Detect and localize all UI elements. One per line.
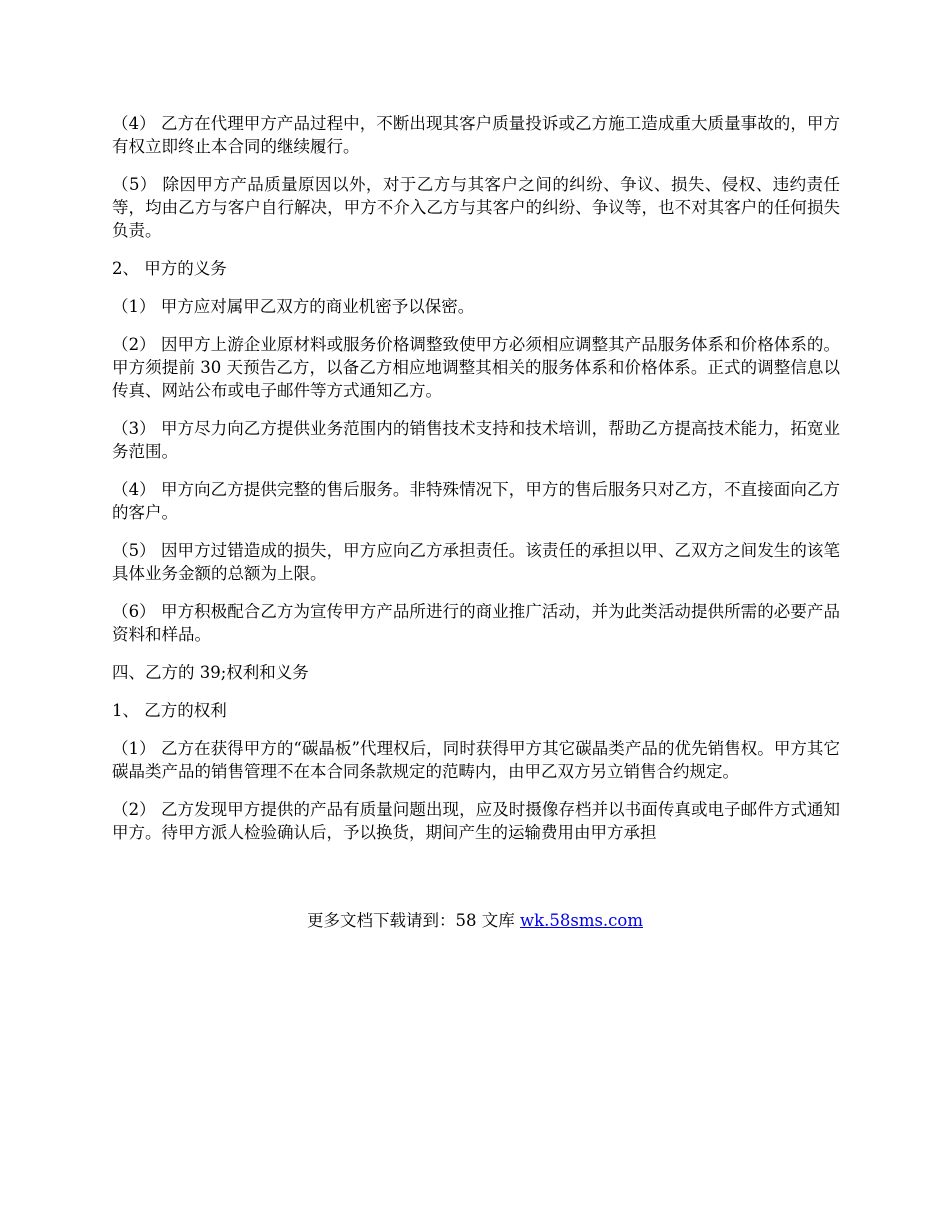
paragraph: （5） 除因甲方产品质量原因以外，对于乙方与其客户之间的纠纷、争议、损失、侵权、违约责任等，均由乙方与客户自行解决，甲方不介入乙方与其客户的纠纷、争议等，也不对其客户的任何损失负责。 xyxy=(112,175,840,240)
paragraph: （3） 甲方尽力向乙方提供业务范围内的销售技术支持和技术培训，帮助乙方提高技术能力，拓宽业务范围。 xyxy=(112,419,840,461)
footer-link[interactable]: wk.58sms.com xyxy=(519,911,643,930)
section-heading: 2、 甲方的义务 xyxy=(112,259,227,278)
paragraph: （2） 因甲方上游企业原材料或服务价格调整致使甲方必须相应调整其产品服务体系和价格体系的。甲方须提前 30 天预告乙方，以备乙方相应地调整其相关的服务体系和价格体系。正式的调整信息以传真、网站公布或电子邮件等方式通知乙方。 xyxy=(112,335,840,400)
footer xyxy=(0,909,950,932)
section-heading: 四、乙方的 39;权利和义务 xyxy=(112,663,309,682)
paragraph: （2） 乙方发现甲方提供的产品有质量问题出现，应及时摄像存档并以书面传真或电子邮件方式通知甲方。待甲方派人检验确认后，予以换货，期间产生的运输费用由甲方承担 xyxy=(112,800,840,842)
section-heading: 1、 乙方的权利 xyxy=(112,701,227,720)
paragraph: （5） 因甲方过错造成的损失，甲方应向乙方承担责任。该责任的承担以甲、乙双方之间发生的该笔具体业务金额的总额为上限。 xyxy=(112,541,840,583)
document-body xyxy=(112,112,840,859)
paragraph: （4） 乙方在代理甲方产品过程中，不断出现其客户质量投诉或乙方施工造成重大质量事故的，甲方有权立即终止本合同的继续履行。 xyxy=(112,114,840,156)
footer-text: 更多文档下载请到：58 文库 xyxy=(306,911,520,930)
paragraph: （1） 甲方应对属甲乙双方的商业机密予以保密。 xyxy=(112,297,475,316)
paragraph: （4） 甲方向乙方提供完整的售后服务。非特殊情况下，甲方的售后服务只对乙方，不直接面向乙方的客户。 xyxy=(112,480,840,522)
paragraph: （1） 乙方在获得甲方的“碳晶板”代理权后，同时获得甲方其它碳晶类产品的优先销售权。甲方其它碳晶类产品的销售管理不在本合同条款规定的范畴内，由甲乙双方另立销售合约规定。 xyxy=(112,739,840,781)
paragraph: （6） 甲方积极配合乙方为宣传甲方产品所进行的商业推广活动，并为此类活动提供所需的必要产品资料和样品。 xyxy=(112,602,840,644)
